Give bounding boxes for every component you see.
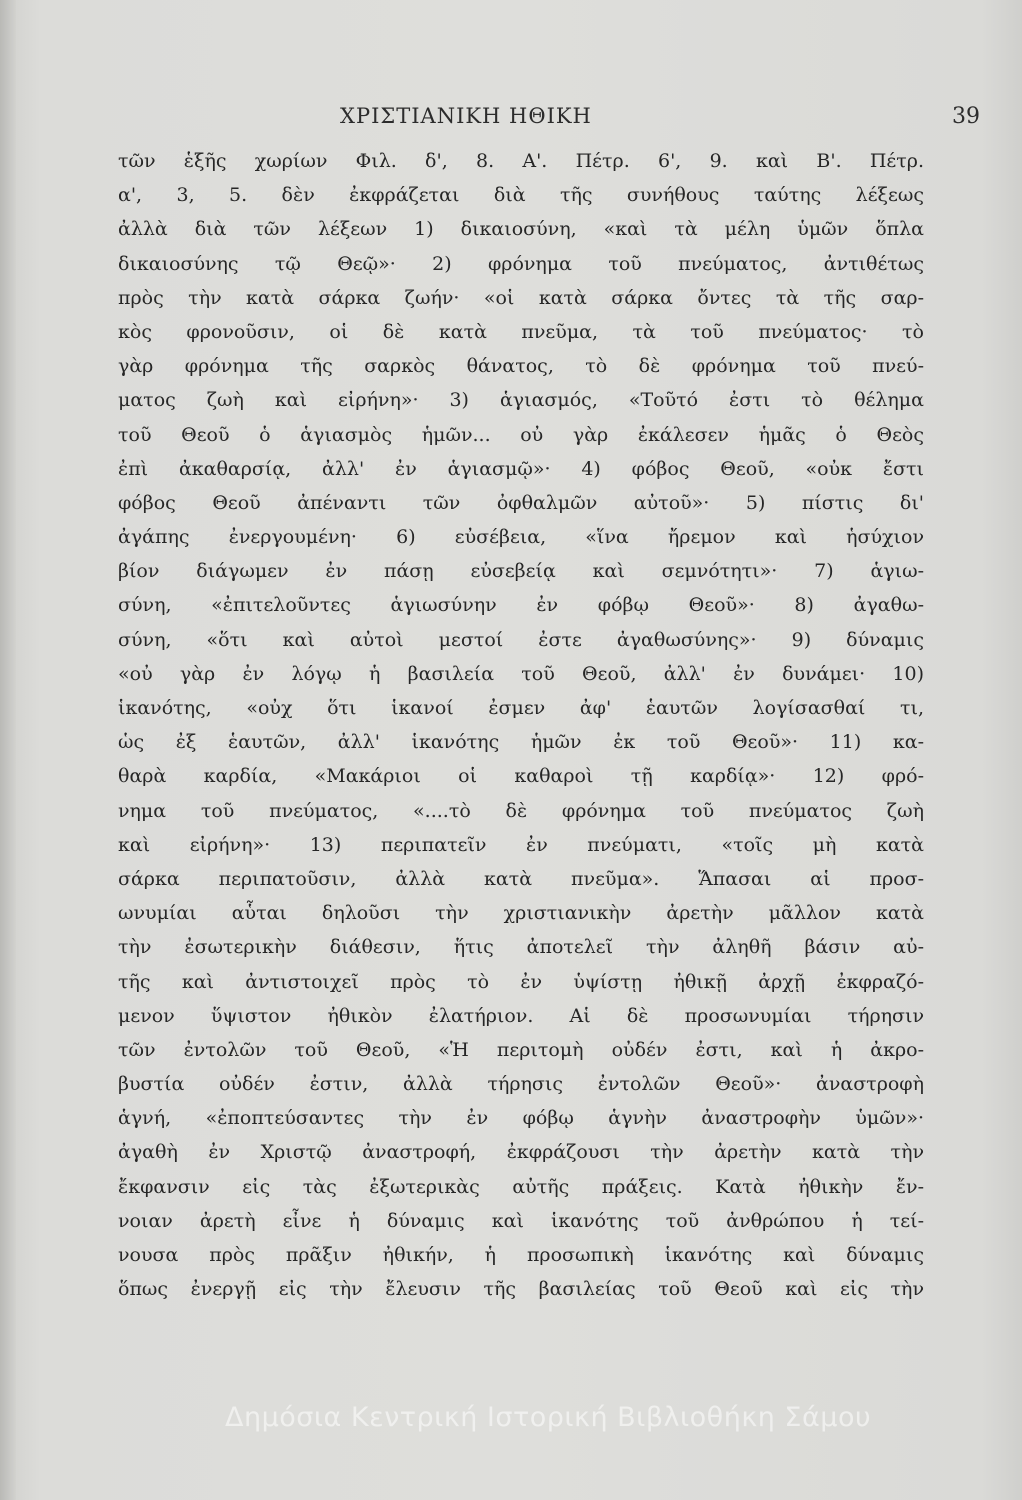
text-line: νουσα πρὸς πρᾶξιν ἠθικήν, ἡ προσωπικὴ ἱκανότης καὶ δύναμις — [118, 1244, 924, 1266]
text-line: ἔκφανσιν εἰς τὰς ἐξωτερικὰς αὐτῆς πράξεις. Κατὰ ἠθικὴν ἔν- — [118, 1175, 924, 1198]
text-line: σύνη, «ἐπιτελοῦντες ἁγιωσύνην ἐν φόβῳ Θεοῦ»· 8) ἀγαθω- — [118, 594, 924, 617]
text-line: τῆς καὶ ἀντιστοιχεῖ πρὸς τὸ ἐν ὑψίστῃ ἠθικῇ ἀρχῇ ἐκφραζό- — [118, 970, 924, 993]
text-line: ωνυμίαι αὗται δηλοῦσι τὴν χριστιανικὴν ἀρετὴν μᾶλλον κατὰ — [118, 902, 924, 925]
text-line: ἐπὶ ἀκαθαρσίᾳ, ἀλλ' ἐν ἁγιασμῷ»· 4) φόβος Θεοῦ, «οὐκ ἔστι — [118, 457, 924, 480]
text-line: πρὸς τὴν κατὰ σάρκα ζωήν· «οἱ κατὰ σάρκα ὄντες τὰ τῆς σαρ- — [118, 286, 924, 309]
text-line: ἱκανότης, «οὐχ ὅτι ἱκανοί ἐσμεν ἀφ' ἑαυτῶν λογίσασθαί τι, — [118, 697, 924, 719]
text-line: θαρὰ καρδία, «Μακάριοι οἱ καθαροὶ τῇ καρδίᾳ»· 12) φρό- — [118, 765, 924, 788]
text-line: ὡς ἐξ ἑαυτῶν, ἀλλ' ἱκανότης ἡμῶν ἐκ τοῦ Θεοῦ»· 11) κα- — [118, 731, 924, 754]
running-title: ΧΡΙΣΤΙΑΝΙΚΗ ΗΘΙΚΗ — [340, 104, 592, 128]
text-line: γὰρ φρόνημα τῆς σαρκὸς θάνατος, τὸ δὲ φρόνημα τοῦ πνεύ- — [118, 355, 924, 378]
text-line: μενον ὕψιστον ἠθικὸν ἐλατήριον. Αἱ δὲ προσωνυμίαι τήρησιν — [118, 1004, 924, 1027]
body-text — [118, 144, 924, 1306]
text-line: ὅπως ἐνεργῇ εἰς τὴν ἔλευσιν τῆς βασιλείας τοῦ Θεοῦ καὶ εἰς τὴν — [118, 1278, 924, 1301]
text-line: καὶ εἰρήνη»· 13) περιπατεῖν ἐν πνεύματι, «τοῖς μὴ κατὰ — [118, 833, 924, 856]
text-line: τὴν ἐσωτερικὴν διάθεσιν, ἥτις ἀποτελεῖ τὴν ἀληθῆ βάσιν αὐ- — [118, 936, 924, 959]
text-line: τῶν ἑξῆς χωρίων Φιλ. δ', 8. Α'. Πέτρ. 6', 9. καὶ Β'. Πέτρ. — [118, 150, 924, 172]
text-line: βίον διάγωμεν ἐν πάσῃ εὐσεβείᾳ καὶ σεμνότητι»· 7) ἁγιω- — [118, 560, 924, 583]
text-line: δικαιοσύνης τῷ Θεῷ»· 2) φρόνημα τοῦ πνεύματος, ἀντιθέτως — [118, 252, 924, 275]
text-line: νημα τοῦ πνεύματος, «....τὸ δὲ φρόνημα τοῦ πνεύματος ζωὴ — [118, 799, 924, 822]
text-line: τοῦ Θεοῦ ὁ ἁγιασμὸς ἡμῶν... οὐ γὰρ ἐκάλεσεν ἡμᾶς ὁ Θεὸς — [118, 423, 924, 446]
page-number: 39 — [952, 104, 980, 129]
text-line: βυστία οὐδέν ἐστιν, ἀλλὰ τήρησις ἐντολῶν Θεοῦ»· ἀναστροφὴ — [118, 1073, 924, 1096]
text-line: ἀλλὰ διὰ τῶν λέξεων 1) δικαιοσύνη, «καὶ τὰ μέλη ὑμῶν ὅπλα — [118, 218, 924, 241]
text-line: φόβος Θεοῦ ἀπέναντι τῶν ὀφθαλμῶν αὐτοῦ»· 5) πίστις δι' — [118, 491, 924, 514]
text-line: ἀγαθὴ ἐν Χριστῷ ἀναστροφή, ἐκφράζουσι τὴν ἀρετὴν κατὰ τὴν — [118, 1141, 924, 1164]
text-line: ἀγάπης ἐνεργουμένη· 6) εὐσέβεια, «ἵνα ἤρεμον καὶ ἡσύχιον — [118, 526, 924, 549]
text-line: κὸς φρονοῦσιν, οἱ δὲ κατὰ πνεῦμα, τὰ τοῦ πνεύματος· τὸ — [118, 320, 924, 343]
text-line: ἁγνή, «ἐποπτεύσαντες τὴν ἐν φόβῳ ἁγνὴν ἀναστροφὴν ὑμῶν»· — [118, 1107, 924, 1130]
text-line: σάρκα περιπατοῦσιν, ἀλλὰ κατὰ πνεῦμα». Ἅπασαι αἱ προσ- — [118, 867, 924, 890]
text-line: σύνη, «ὅτι καὶ αὐτοὶ μεστοί ἐστε ἀγαθωσύνης»· 9) δύναμις — [118, 628, 924, 651]
text-line: τῶν ἐντολῶν τοῦ Θεοῦ, «Ἡ περιτομὴ οὐδέν ἐστι, καὶ ἡ ἀκρο- — [118, 1038, 924, 1061]
text-line: νοιαν ἀρετὴ εἶνε ἡ δύναμις καὶ ἱκανότης τοῦ ἀνθρώπου ἡ τεί- — [118, 1209, 924, 1232]
text-line: «οὐ γὰρ ἐν λόγῳ ἡ βασιλεία τοῦ Θεοῦ, ἀλλ' ἐν δυνάμει· 10) — [118, 662, 924, 685]
page-spine-shadow — [0, 0, 16, 1500]
text-line: α', 3, 5. δὲν ἐκφράζεται διὰ τῆς συνήθους ταύτης λέξεως — [118, 184, 924, 207]
library-watermark: Δημόσια Κεντρική Ιστορική Βιβλιοθήκη Σάμου — [225, 1402, 872, 1433]
text-line: ματος ζωὴ καὶ εἰρήνη»· 3) ἁγιασμός, «Τοῦτό ἐστι τὸ θέλημα — [118, 389, 924, 412]
